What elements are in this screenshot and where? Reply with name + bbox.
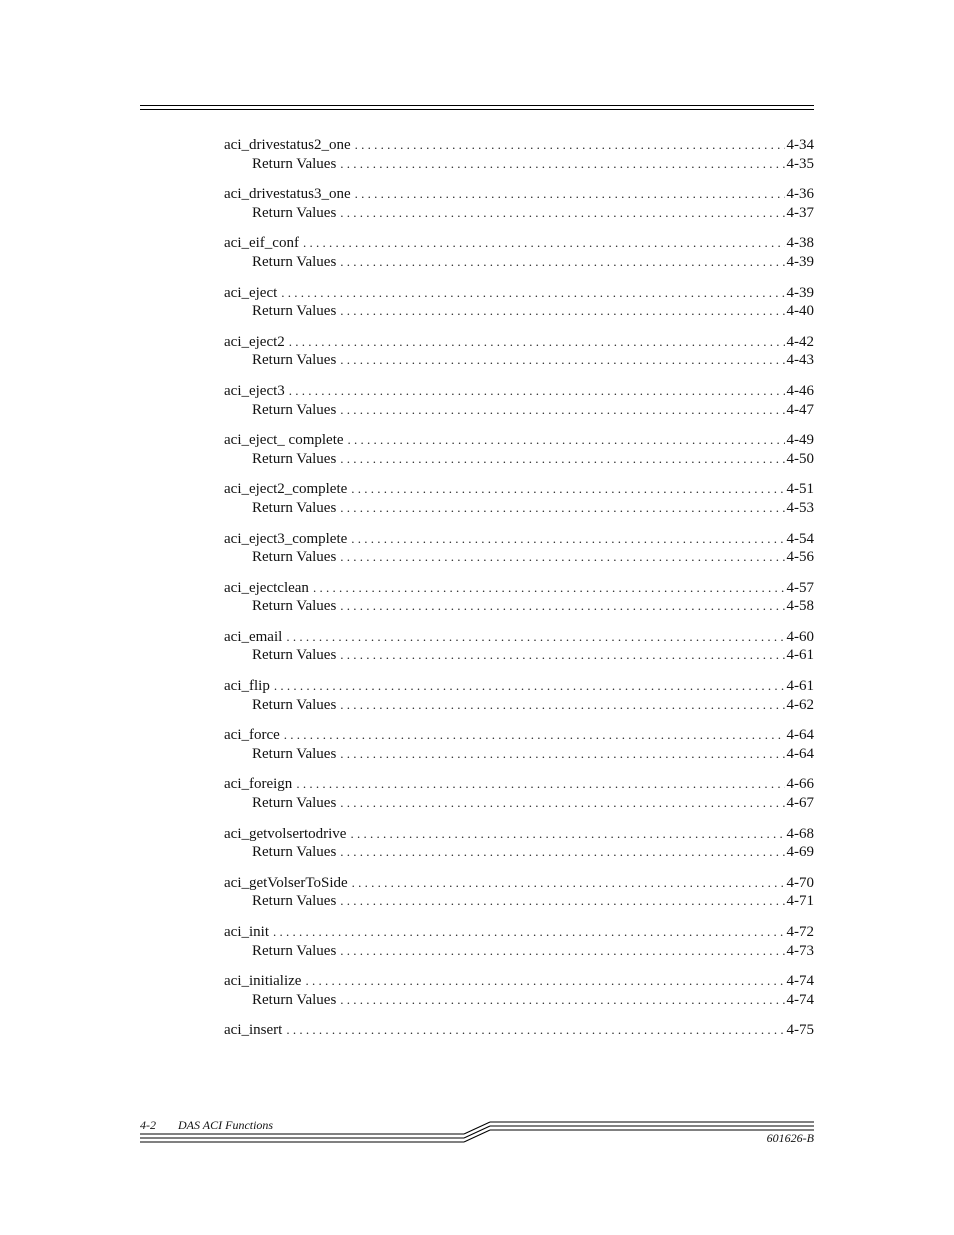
- toc-entry-page: 4-67: [786, 795, 814, 812]
- toc-entry-page: 4-69: [786, 844, 814, 861]
- toc-entry-page: 4-54: [786, 530, 814, 547]
- toc-entry-label: Return Values: [252, 155, 337, 172]
- toc-entry-label: Return Values: [252, 795, 337, 812]
- toc-entry-label: Return Values: [252, 647, 337, 664]
- toc-entry-page: 4-36: [786, 186, 814, 203]
- toc-entry-label: aci_eject: [224, 284, 278, 301]
- toc-entry-page: 4-73: [786, 942, 814, 959]
- toc-entry-page: 4-60: [786, 628, 814, 645]
- toc-entry-label: Return Values: [252, 253, 337, 270]
- toc-entry-label: aci_initialize: [224, 973, 302, 990]
- toc-entry-page: 4-38: [786, 235, 814, 252]
- toc-entry-label: Return Values: [252, 598, 337, 615]
- toc-entry-label: Return Values: [252, 450, 337, 467]
- toc-entry-page: 4-50: [786, 450, 814, 467]
- toc-entry-label: aci_force: [224, 727, 280, 744]
- toc-entry-page: 4-43: [786, 352, 814, 369]
- toc-entry-label: aci_eif_conf: [224, 235, 299, 252]
- toc-entry-page: 4-34: [786, 137, 814, 153]
- toc-entry-label: Return Values: [252, 844, 337, 861]
- toc-entry-label: aci_eject2: [224, 333, 285, 350]
- toc-entry-label: aci_eject_ complete: [224, 432, 344, 449]
- toc-entry-label: Return Values: [252, 696, 337, 713]
- toc-entry-page: 4-40: [786, 303, 814, 320]
- toc-entry-label: aci_eject3: [224, 382, 285, 399]
- toc-entry-page: 4-35: [786, 155, 814, 172]
- toc-entry-label: Return Values: [252, 303, 337, 320]
- toc-entry-label: aci_flip: [224, 678, 270, 695]
- toc-entry-label: Return Values: [252, 745, 337, 762]
- toc-entry-label: Return Values: [252, 893, 337, 910]
- footer-page-number: 4-2: [140, 1118, 156, 1132]
- toc-entry-page: 4-68: [786, 825, 814, 842]
- toc-entry-page: 4-53: [786, 499, 814, 516]
- toc-entry-label: Return Values: [252, 204, 337, 221]
- toc-entry-label: aci_insert: [224, 1022, 283, 1039]
- toc-entry-page: 4-51: [786, 481, 814, 498]
- toc-entry-label: Return Values: [252, 549, 337, 566]
- toc-entry-label: aci_email: [224, 628, 283, 645]
- toc-entry-page: 4-47: [786, 401, 814, 418]
- toc-entry-page: 4-74: [786, 973, 814, 990]
- toc-entry-label: Return Values: [252, 401, 337, 418]
- toc-entry-page: 4-49: [786, 432, 814, 449]
- toc-entry-page: 4-61: [786, 647, 814, 664]
- toc-entry-page: 4-64: [786, 727, 814, 744]
- toc-entry-label: aci_drivestatus2_one: [224, 137, 351, 153]
- toc-entry-page: 4-39: [786, 284, 814, 301]
- toc-entry-page: 4-42: [786, 333, 814, 350]
- toc-entry-label: Return Values: [252, 991, 337, 1008]
- toc-entry-page: 4-61: [786, 678, 814, 695]
- toc-entry-label: aci_eject3_complete: [224, 530, 348, 547]
- footer-section-title: DAS ACI Functions: [178, 1118, 274, 1132]
- toc-entry-label: aci_init: [224, 924, 269, 940]
- toc-entry-label: Return Values: [252, 499, 337, 516]
- toc-entry-page: 4-39: [786, 253, 814, 270]
- toc-entry-page: 4-56: [786, 549, 814, 566]
- toc-entry-page: 4-46: [786, 382, 814, 399]
- toc-entry-page: 4-75: [786, 1022, 814, 1039]
- toc-entry-page: 4-71: [786, 893, 814, 910]
- toc-entry-label: aci_getVolserToSide: [224, 874, 348, 891]
- toc-entry-label: aci_getvolsertodrive: [224, 825, 347, 842]
- footer-left: [140, 1118, 295, 1133]
- toc-entry-page: 4-62: [786, 696, 814, 713]
- toc-entry-page: 4-57: [786, 579, 814, 596]
- toc-entry-page: 4-74: [786, 991, 814, 1008]
- toc-entry-label: aci_ejectclean: [224, 579, 309, 596]
- toc-entry-page: 4-37: [786, 204, 814, 221]
- toc-entry-label: aci_eject2_complete: [224, 481, 348, 498]
- toc-entry-label: aci_foreign: [224, 776, 293, 793]
- toc-entry-page: 4-72: [786, 924, 814, 940]
- footer-doc-number: 601626-B: [766, 1131, 814, 1145]
- toc-entry-label: aci_drivestatus3_one: [224, 186, 351, 203]
- toc-entry-page: 4-64: [786, 745, 814, 762]
- toc-entry-label: Return Values: [252, 352, 337, 369]
- toc-entry-label: Return Values: [252, 942, 337, 959]
- toc-entry-page: 4-70: [786, 874, 814, 891]
- toc-entry-page: 4-58: [786, 598, 814, 615]
- toc-entry-page: 4-66: [786, 776, 814, 793]
